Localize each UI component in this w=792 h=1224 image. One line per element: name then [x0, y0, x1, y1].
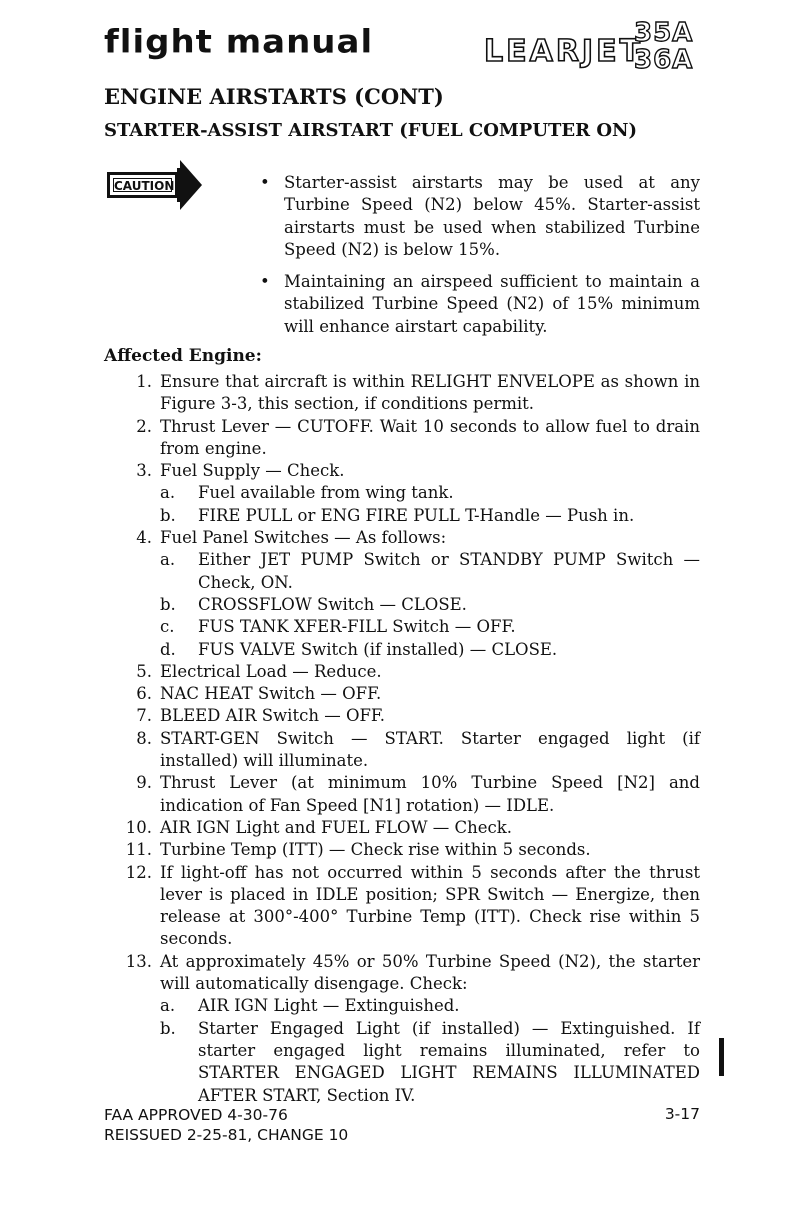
step-number: 11.: [125, 840, 152, 860]
sub-step-text: FIRE PULL or ENG FIRE PULL T-Handle — Push in.: [198, 505, 635, 525]
sub-step: [160, 549, 700, 594]
procedure-step: [104, 683, 700, 705]
step-text: Thrust Lever — CUTOFF. Wait 10 seconds to allow fuel to drain from engine.: [160, 416, 700, 458]
procedure-steps: [104, 371, 700, 1107]
sub-step-letter: b.: [160, 1018, 176, 1038]
sub-step-text: AIR IGN Light — Extinguished.: [198, 996, 460, 1016]
model-line-2: 36A: [634, 45, 694, 75]
step-text: Ensure that aircraft is within RELIGHT ENVELOPE as shown in Figure 3-3, this section, if conditions permit.: [160, 372, 700, 414]
step-text: Fuel Supply — Check.: [160, 461, 345, 481]
brand-name: LEARJET: [484, 34, 644, 69]
procedure-step: [104, 460, 700, 527]
sub-step-text: FUS VALVE Switch (if installed) — CLOSE.: [198, 639, 558, 659]
step-number: 4.: [136, 528, 152, 548]
sub-step-text: CROSSFLOW Switch — CLOSE.: [198, 594, 467, 614]
faa-approved: FAA APPROVED 4-30-76: [104, 1106, 288, 1124]
model-line-1: 35A: [634, 18, 694, 48]
step-number: 13.: [125, 951, 152, 971]
step-number: 9.: [136, 773, 152, 793]
procedure-step: [104, 527, 700, 661]
sub-step-text: FUS TANK XFER-FILL Switch — OFF.: [198, 617, 516, 637]
caution-arrow-icon: [180, 160, 202, 210]
sub-step: [160, 639, 700, 661]
section-title: ENGINE AIRSTARTS (CONT): [104, 84, 444, 109]
step-number: 7.: [136, 706, 152, 726]
caution-bullet: • Starter-assist airstarts may be used at any Turbine Speed (N2) below 45%. Starter-assist airstarts must be used when stabilized Turbine Speed (N2) is below 15%.: [258, 172, 700, 261]
step-text: Thrust Lever (at minimum 10% Turbine Speed [N2] and indication of Fan Speed [N1] rotation) — IDLE.: [160, 773, 700, 815]
sub-step-letter: c.: [160, 617, 175, 637]
page-number: 3-17: [664, 1105, 700, 1123]
step-text: Fuel Panel Switches — As follows:: [160, 528, 447, 548]
sub-step-letter: d.: [160, 639, 176, 659]
step-number: 12.: [125, 862, 152, 882]
step-number: 5.: [136, 661, 152, 681]
caution-bullet: • Maintaining an airspeed sufficient to maintain a stabilized Turbine Speed (N2) of 15% minimum will enhance airstart capability.: [258, 271, 700, 338]
sub-step-text: Fuel available from wing tank.: [198, 483, 454, 503]
step-number: 8.: [136, 728, 152, 748]
manual-label: flight manual: [104, 23, 374, 61]
step-text: Electrical Load — Reduce.: [160, 661, 382, 681]
sub-step-text: Starter Engaged Light (if installed) — Extinguished. If starter engaged light remains illuminated, refer to STARTER ENGAGED LIGHT REMAINS ILLUMINATED AFTER START, Section IV.: [198, 1018, 700, 1105]
step-text: If light-off has not occurred within 5 seconds after the thrust lever is placed in IDLE position; SPR Switch — Energize, then release at 300°-400° Turbine Temp (ITT). Check rise within 5 seconds.: [160, 862, 700, 949]
step-number: 10.: [125, 817, 152, 837]
sub-step: [160, 616, 700, 638]
procedure-step: [104, 728, 700, 773]
procedure-step: [104, 416, 700, 461]
subsection-title: STARTER-ASSIST AIRSTART (FUEL COMPUTER ON): [104, 120, 638, 141]
sub-step: [160, 995, 700, 1017]
step-number: 3.: [136, 461, 152, 481]
procedure-step: [104, 772, 700, 817]
sub-step: [160, 482, 700, 504]
sub-step-letter: b.: [160, 505, 176, 525]
procedure-step: [104, 661, 700, 683]
sub-step-letter: a.: [160, 550, 176, 570]
caution-box: [107, 172, 178, 198]
sub-step: [160, 594, 700, 616]
step-text: START-GEN Switch — START. Starter engaged light (if installed) will illuminate.: [160, 728, 700, 771]
caution-symbol: [104, 160, 204, 212]
procedure-step: [104, 839, 700, 861]
step-text: At approximately 45% or 50% Turbine Speed (N2), the starter will automatically disengage. Check:: [160, 951, 700, 994]
caution-bullets: [258, 172, 700, 348]
sub-step-text: Either JET PUMP Switch or STANDBY PUMP Switch — Check, ON.: [198, 550, 700, 592]
procedure-step: [104, 817, 700, 839]
procedure-step: [104, 951, 700, 1107]
step-number: 1.: [136, 372, 152, 391]
procedure-step: [104, 705, 700, 727]
step-text: NAC HEAT Switch — OFF.: [160, 684, 382, 704]
step-text: Turbine Temp (ITT) — Check rise within 5 seconds.: [160, 840, 591, 860]
sub-step: [160, 505, 700, 527]
caution-label: CAUTION: [114, 179, 175, 193]
reissued: REISSUED 2-25-81, CHANGE 10: [104, 1126, 349, 1144]
affected-engine-heading: Affected Engine:: [104, 346, 262, 366]
sub-step-letter: b.: [160, 594, 176, 614]
procedure-step: [104, 371, 700, 416]
sub-step-letter: a.: [160, 996, 176, 1016]
learjet-logo: [484, 20, 704, 80]
step-number: 6.: [136, 684, 152, 704]
change-bar: [719, 1038, 724, 1076]
step-text: BLEED AIR Switch — OFF.: [160, 706, 386, 726]
sub-step-letter: a.: [160, 483, 176, 503]
sub-step: [160, 1018, 700, 1107]
footer: [104, 1105, 348, 1145]
step-number: 2.: [136, 416, 152, 436]
procedure-step: [104, 862, 700, 951]
step-text: AIR IGN Light and FUEL FLOW — Check.: [160, 817, 513, 837]
